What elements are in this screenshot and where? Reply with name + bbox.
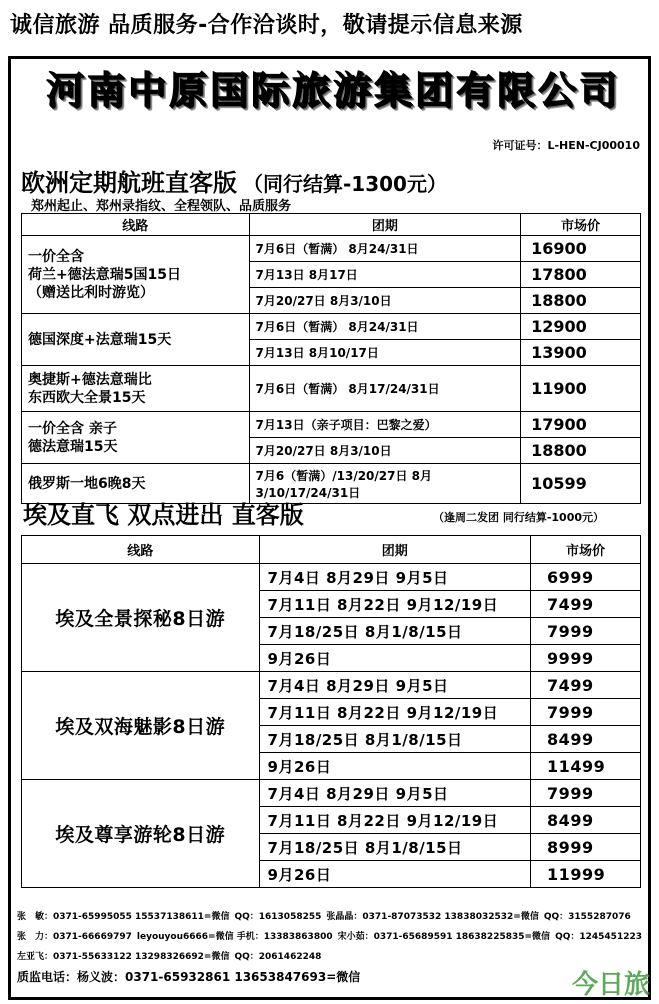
market-price: 17800 [521,262,641,288]
europe-section-title [21,163,447,198]
route-line: 一价全含 亲子 [28,420,117,437]
departure-dates: 7月20/27日 8月3/10日 [249,288,521,314]
egypt-section-title: 埃及直飞 双点进出 直客版 [23,501,304,529]
contact-item: QQ：3155287076 [543,912,631,922]
market-price: 6999 [531,564,641,591]
departure-dates: 7月11日 8月22日 9月12/19日 [259,591,531,618]
market-price: 8499 [531,726,641,753]
route-line: 东西欧大全景15天 [28,389,146,406]
departure-dates: 7月4日 8月29日 9月5日 [259,780,531,807]
header-dates: 团期 [259,536,531,564]
route-name: 埃及双海魅影8日游 [22,672,260,780]
header-route: 线路 [22,214,250,236]
market-price: 7999 [531,618,641,645]
contact-row [17,907,648,927]
market-price: 8999 [531,834,641,861]
table-row [22,564,641,591]
market-price: 18800 [521,438,641,464]
departure-dates: 7月13日 8月17日 [249,262,521,288]
departure-dates: 7月6（暂满）/13/20/27日 8月3/10/17/24/31日 [249,464,521,504]
europe-title-text: 欧洲定期航班直客版 [21,169,237,197]
header-route: 线路 [22,536,260,564]
table-row [22,366,641,412]
market-price: 8499 [531,807,641,834]
departure-dates: 7月6日（暂满） 8月24/31日 [249,236,521,262]
departure-dates: 7月20/27日 8月3/10日 [249,438,521,464]
departure-dates: 7月13日（亲子项目：巴黎之爱） [249,412,521,438]
europe-subtitle: 郑州起止、郑州录指纹、全程领队、品质服务 [31,199,292,214]
table-row [22,314,641,340]
route-name [22,314,250,366]
market-price: 7499 [531,672,641,699]
contact-row [17,927,648,947]
contact-item: 宋小茹：0371-65689591 18638225835=微信 [337,932,551,942]
route-line: （赠送比利时游览） [28,284,154,301]
contact-item: 张晶晶：0371-87073532 13838032532=微信 [326,912,539,922]
market-price: 7999 [531,780,641,807]
header-dates: 团期 [249,214,521,236]
market-price: 11999 [531,861,641,888]
quality-supervision-phone: 质监电话：杨义波：0371-65932861 13653847693=微信 [17,970,361,984]
departure-dates: 7月18/25日 8月1/8/15日 [259,726,531,753]
market-price: 18800 [521,288,641,314]
table-row [22,236,641,262]
table-row [22,780,641,807]
header-price: 市场价 [531,536,641,564]
route-name [22,236,250,314]
route-line: 俄罗斯一地6晚8天 [28,475,146,492]
header-price: 市场价 [521,214,641,236]
departure-dates: 7月13日 8月10/17日 [249,340,521,366]
egypt-price-table [21,535,641,888]
departure-dates: 7月18/25日 8月1/8/15日 [259,618,531,645]
contact-item: 张 力：0371-66669797 [17,932,132,942]
table-row [22,412,641,438]
route-line: 德国深度+法意瑞15天 [28,331,172,348]
departure-dates: 7月11日 8月22日 9月12/19日 [259,807,531,834]
market-price: 13900 [521,340,641,366]
contact-item: QQ：1613058255 [234,912,322,922]
route-line: 一价全含 [28,248,84,265]
watermark-logo: 今日旅 [571,970,650,1000]
contact-row [17,947,648,967]
slogan: 诚信旅游 品质服务-合作洽谈时，敬请提示信息来源 [10,13,523,38]
contact-item: leyouyou6666=微信 手机：13383863800 [136,932,333,942]
egypt-settlement-tag: （逢周二发团 同行结算-1000元） [433,511,605,524]
table-row [22,672,641,699]
departure-dates: 9月26日 [259,645,531,672]
company-name: 河南中原国际旅游集团有限公司 [45,68,620,112]
contact-item: QQ：1245451223 [555,932,642,942]
route-name [22,366,250,412]
route-name [22,412,250,464]
departure-dates: 7月6日（暂满） 8月24/31日 [249,314,521,340]
departure-dates: 9月26日 [259,753,531,780]
table-header-row [22,214,641,236]
flyer-frame [8,56,651,1000]
route-line: 奥捷斯+德法意瑞比 [28,371,152,388]
contact-item: 张 敏：0371-65995055 15537138611=微信 [17,912,230,922]
market-price: 9999 [531,645,641,672]
market-price: 7499 [531,591,641,618]
europe-settlement-tag: （同行结算-1300元） [243,172,447,196]
route-line: 荷兰+德法意瑞5国15日 [28,266,181,283]
contact-item: 左亚飞：0371-55633122 13298326692=微信 [17,952,230,962]
departure-dates: 9月26日 [259,861,531,888]
contact-item: QQ：2061462248 [234,952,322,962]
market-price: 12900 [521,314,641,340]
market-price: 10599 [521,464,641,504]
route-name: 埃及全景探秘8日游 [22,564,260,672]
departure-dates: 7月11日 8月22日 9月12/19日 [259,699,531,726]
market-price: 7999 [531,699,641,726]
departure-dates: 7月4日 8月29日 9月5日 [259,672,531,699]
contact-list [17,907,648,987]
table-header-row [22,536,641,564]
market-price: 11499 [531,753,641,780]
departure-dates: 7月18/25日 8月1/8/15日 [259,834,531,861]
departure-dates: 7月6日（暂满） 8月17/24/31日 [249,366,521,412]
europe-price-table [21,213,641,504]
license-number: 许可证号：L-HEN-CJ00010 [492,139,640,152]
route-name: 埃及尊享游轮8日游 [22,780,260,888]
departure-dates: 7月4日 8月29日 9月5日 [259,564,531,591]
market-price: 16900 [521,236,641,262]
route-line: 德法意瑞15天 [28,438,118,455]
market-price: 11900 [521,366,641,412]
market-price: 17900 [521,412,641,438]
